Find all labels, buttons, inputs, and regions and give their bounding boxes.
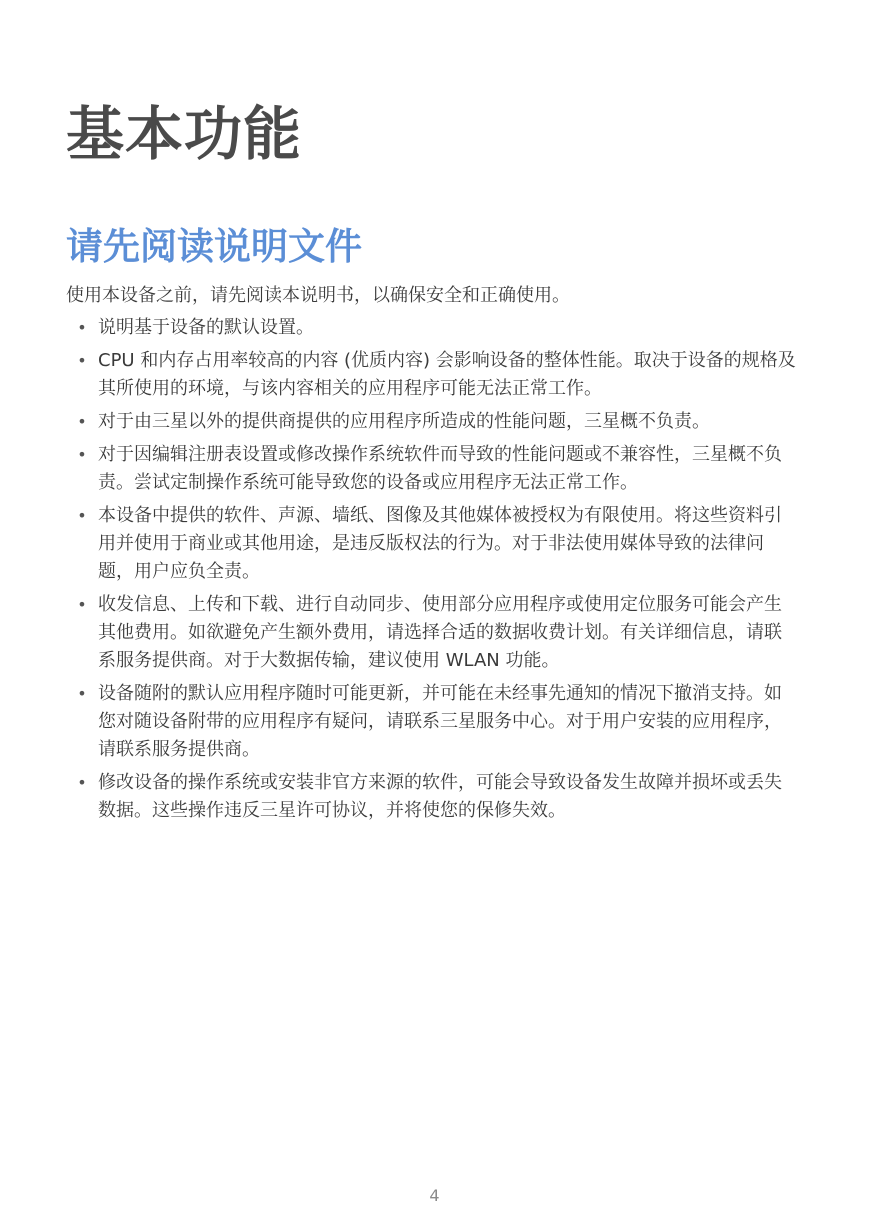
list-item <box>66 347 798 403</box>
bullet-list <box>66 314 798 830</box>
bullet-dot-icon: • <box>77 351 87 370</box>
list-item <box>66 408 798 436</box>
bullet-dot-icon: • <box>77 684 87 703</box>
list-item-text: 设备随附的默认应用程序随时可能更新，并可能在未经事先通知的情况下撤消支持。如您对随设备附带的应用程序有疑问，请联系三星服务中心。对于用户安装的应用程序，请联系服务提供商。 <box>98 683 782 760</box>
intro-paragraph: 使用本设备之前，请先阅读本说明书，以确保安全和正确使用。 <box>66 285 570 306</box>
list-item-text: 收发信息、上传和下载、进行自动同步、使用部分应用程序或使用定位服务可能会产生其他费用。如欲避免产生额外费用，请选择合适的数据收费计划。有关详细信息，请联系服务提供商。对于大数据传输，建议使用 WLAN 功能。 <box>98 594 782 671</box>
list-item-text: 修改设备的操作系统或安装非官方来源的软件，可能会导致设备发生故障并损坏或丢失数据。这些操作违反三星许可协议，并将使您的保修失效。 <box>98 772 782 821</box>
list-item <box>66 591 798 675</box>
chapter-title: 基本功能 <box>66 100 303 168</box>
list-item-text: 本设备中提供的软件、声源、墙纸、图像及其他媒体被授权为有限使用。将这些资料引用并使用于商业或其他用途，是违反版权法的行为。对于非法使用媒体导致的法律问题，用户应负全责。 <box>98 505 782 582</box>
list-item-text: 对于由三星以外的提供商提供的应用程序所造成的性能问题，三星概不负责。 <box>98 411 710 432</box>
list-item <box>66 314 798 342</box>
list-item <box>66 680 798 764</box>
section-title: 请先阅读说明文件 <box>66 225 362 268</box>
bullet-dot-icon: • <box>77 318 87 337</box>
list-item <box>66 502 798 586</box>
list-item <box>66 441 798 497</box>
bullet-dot-icon: • <box>77 506 87 525</box>
bullet-dot-icon: • <box>77 773 87 792</box>
list-item-text: 对于因编辑注册表设置或修改操作系统软件而导致的性能问题或不兼容性，三星概不负责。尝试定制操作系统可能导致您的设备或应用程序无法正常工作。 <box>98 444 782 493</box>
page-number: 4 <box>429 1186 440 1205</box>
bullet-dot-icon: • <box>77 445 87 464</box>
list-item-text: 说明基于设备的默认设置。 <box>98 317 314 338</box>
list-item-text: CPU 和内存占用率较高的内容 (优质内容) 会影响设备的整体性能。取决于设备的规格及其所使用的环境，与该内容相关的应用程序可能无法正常工作。 <box>98 350 796 399</box>
bullet-dot-icon: • <box>77 412 87 431</box>
list-item <box>66 769 798 825</box>
bullet-dot-icon: • <box>77 595 87 614</box>
